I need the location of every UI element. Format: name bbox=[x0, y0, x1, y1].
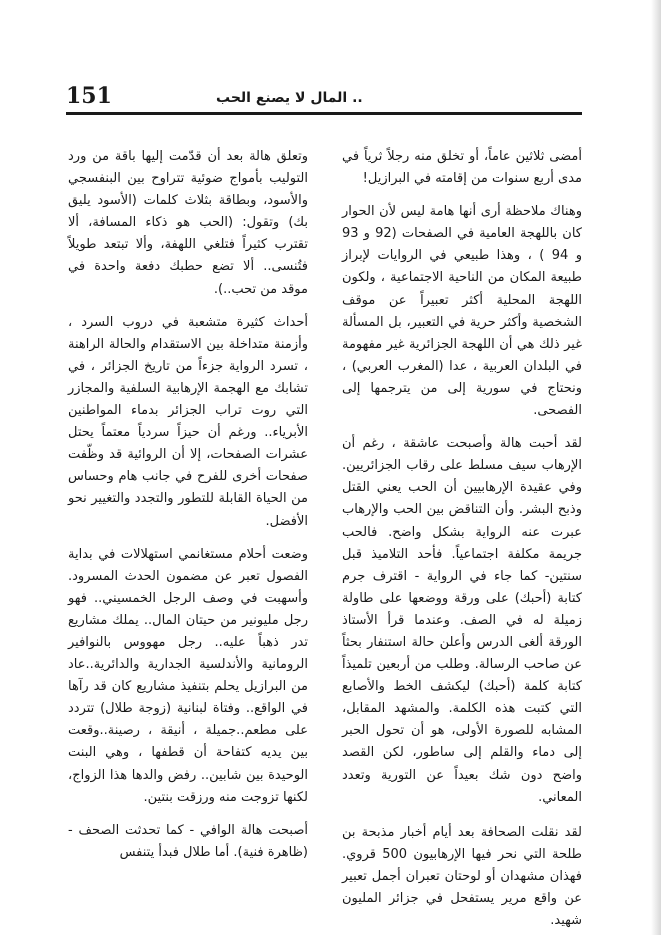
paragraph: أمضى ثلاثين عاماً، أو تخلق منه رجلاً ثرياً في مدى أربع سنوات من إقامته في البرازيل! bbox=[342, 149, 582, 187]
running-title: المال لا يصنع الحب .. bbox=[216, 90, 363, 106]
paragraph: أصبحت هالة الوافي - كما تحدثت الصحف - (ظاهرة فنية). أما طلال فبدأ يتنفس bbox=[68, 822, 308, 860]
page-header bbox=[66, 82, 582, 115]
page-edge-shadow bbox=[651, 0, 661, 935]
page-number: 151 bbox=[66, 83, 112, 109]
left-column bbox=[68, 146, 308, 864]
paragraph: وتعلق هالة بعد أن قدّمت إليها باقة من ورد التوليب بأمواج ضوئية تتراوح بين البنفسجي والأسود، وبطاقة بثلاث كلمات (الأسود يليق بك) وتقول: (الحب هو ذكاء المسافة، ألا تقترب كثيراً فتلغي اللهفة، وألا تبتعد طويلاً فتُنسى.. ألا تضع حطبك دفعة واحدة في موقد من تحب..). bbox=[68, 149, 308, 297]
right-column bbox=[342, 146, 582, 932]
paragraph: وهناك ملاحظة أرى أنها هامة ليس لأن الحوار كان باللهجة العامية في الصفحات (92 و 93 و 94 ) ، وهذا طبيعي في الروايات لإبراز طبيعة المكان من الناحية الاجتماعية ، ولكون اللهجة المحلية أكثر تعبيراً عن موقف الشخصية وأكثر حرية في التعبير، بل المسألة غير ذلك هي أن اللهجة الجزائرية غير مفهومة في البلدان العربية ، عدا (المغرب العربي) ، ونحتاج في سورية إلى من يترجمها إلى الفصحى. bbox=[342, 204, 582, 419]
paragraph: لقد نقلت الصحافة بعد أيام أخبار مذبحة بن طلحة التي نحر فيها الإرهابيون 500 قروي. فهذان مشهدان أو لوحتان تعبران أجمل تعبير عن واقع مرير يستفحل في جزائر المليون شهيد. bbox=[342, 824, 582, 929]
paragraph: أحداث كثيرة متشعبة في دروب السرد ، وأزمنة متداخلة بين الاستقدام والحالة الراهنة ، تسرد الرواية جزءاً من تاريخ الجزائر ، في تشابك مع الهجمة الإرهابية السلفية والمجازر التي روت تراب الجزائر بدماء المواطنين الأبرياء.. ورغم أن حيزاً سردياً معتماً يحتل عشرات الصفحات، إلا أن الروائية قد وظّفت صفحات أخرى للفرح في جانب هام وحساس من الحياة القابلة للتطور والتجدد والتغيير نحو الأفضل. bbox=[68, 314, 308, 529]
paragraph: لقد أحبت هالة وأصبحت عاشقة ، رغم أن الإرهاب سيف مسلط على رقاب الجزائريين. وفي عقيدة الإرهابيين أن الحب يعني القتل وذبح البشر. وأن التناقض بين الحب والإرهاب عبرت عنه الرواية بشكل واضح. فالحب جريمة مكلفة اجتماعياً. فأحد التلاميذ قبل سنتين- كما جاء في الرواية - اقترف جرم كتابة (أحبك) على ورقة ووضعها على طاولة زميلة له في الصف. وعندما قرأ الأستاذ الورقة ألغى الدرس وأعلن حالة استنفار بحثاً عن صاحب الرسالة. وطلب من أربعين تلميذاً كتابة كلمة (أحبك) ليكشف الخط والأصابع التي كتبت هذه الكلمة. والمشهد المقابل، المشابه للصورة الأولى، هو أن تحول الحبر إلى دماء والقلم إلى ساطور، لكن القصد واضح دون شك بعيداً عن التورية وتعدد المعاني. bbox=[342, 436, 582, 805]
paragraph: وضعت أحلام مستغانمي استهلالات في بداية الفصول تعبر عن مضمون الحدث المسرود. وأسهبت في وصف الرجل الخمسيني.. فهو رجل مليونير من حيتان المال.. يملك مشاريع تدر ذهباً عليه.. رجل مهووس بالنوافير الرومانية والأندلسية الجدارية والدائرية..عاد من البرازيل يحلم بتنفيذ مشاريع كان قد رآها في الواقع.. وفتاة لبنانية (زوجة طلال) تتردد على مطعم..جميلة ، أنيقة ، رصينة..وقعت بين يديه كتفاحة أن قطفها ، وهي البنت الوحيدة بين شابين.. رفض والدها هذا الزواج، لكنها تزوجت منه ورزقت بنتين. bbox=[68, 546, 308, 805]
